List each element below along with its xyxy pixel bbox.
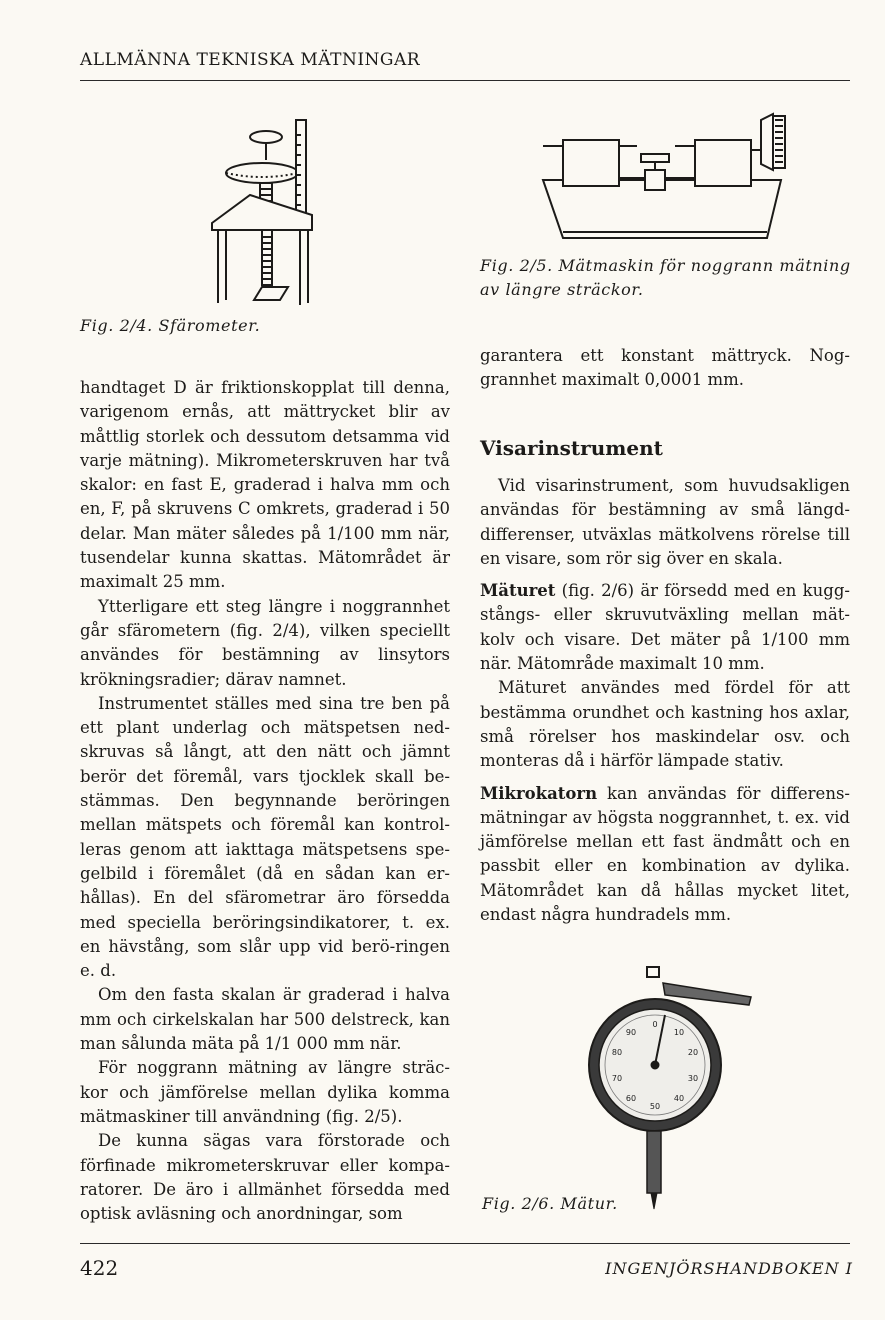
term: Mäturet	[480, 581, 556, 601]
section-heading: Visarinstrument	[480, 436, 663, 460]
paragraph: Instrumentet ställes med sina tre ben på ett plant underlag och mätspetsen ned-skruvas så långt, att den nätt och jämnt berör det föremål, vars tjocklek skall be-stämmas. Den begynnande beröringen mellan mätspets och föremål kan kontrol-leras genom att iakttaga mätspetsens spe-gelbild i föremålet (då en sådan kan er-hållas). En del sfärometrar äro försedda med speciella beröringsindikatorer, t. ex. en hävstång, som slår upp vid berö-ringen e. d.	[80, 693, 450, 981]
paragraph: Ytterligare ett steg längre i noggrannhet går sfärometern (fig. 2/4), vilken speciellt användes för bestämning av linsytors krökningsradier; därav namnet.	[80, 596, 450, 689]
book-title: INGENJÖRSHANDBOKEN I	[605, 1259, 853, 1278]
dial-label: 80	[611, 1048, 623, 1057]
footer-rule	[80, 1243, 850, 1244]
term: Mikrokatorn	[480, 783, 598, 803]
dial-label: 60	[625, 1094, 637, 1103]
dial-label: 70	[611, 1074, 623, 1083]
paragraph: De kunna sägas vara förstorade och förfinade mikrometerskruvar eller kompa-ratorer. De äro i allmänhet försedda med optisk avläsning och anordningar, som	[80, 1131, 450, 1224]
paragraph: handtaget D är friktionskopplat till denna, varigenom ernås, att mättrycket blir av måttlig storlek och dessutom detsamma vid varje mätning). Mikrometerskruven har två skalor: en fast E, graderad i halva mm och en, F, på skruvens C omkrets, graderad i 50 delar. Man mäter således på 1/100 mm när, tusendelar kunna skattas. Mätområdet är maximalt 25 mm.	[80, 378, 450, 592]
figure-caption: Fig. 2/4. Sfärometer.	[80, 316, 261, 335]
dial-label: 40	[673, 1094, 685, 1103]
dial-label: 90	[625, 1028, 637, 1037]
paragraph	[480, 579, 850, 676]
measuring-machine-illustration	[535, 110, 795, 245]
dial-label: 0	[652, 1020, 658, 1029]
dial-label: 20	[687, 1048, 699, 1057]
paragraph-text: kan användas för differens-mätningar av högsta noggrannhet, t. ex. vid jämförelse mellan ett fast ändmått och en passbit eller en kombination av dylika. Mätområdet kan då hållas mycket litet, endast några hundradels mm.	[480, 783, 850, 925]
paragraph: För noggrann mätning av längre sträc-kor och jämförelse mellan dylika komma mätmaskiner till användning (fig. 2/5).	[80, 1058, 450, 1126]
dial-label: 50	[649, 1102, 661, 1111]
spherometer-illustration	[200, 115, 330, 310]
figure-caption: Fig. 2/5. Mätmaskin för noggrann mätning av längre sträckor.	[480, 256, 851, 299]
text-column-right-top	[480, 344, 850, 393]
paragraph: Om den fasta skalan är graderad i halva mm och cirkelskalan har 500 delstreck, kan man sålunda mäta på 1/1 000 mm när.	[80, 985, 450, 1054]
paragraph	[480, 782, 850, 928]
dial-indicator-illustration	[585, 965, 760, 1215]
dial-label: 30	[687, 1074, 699, 1083]
running-head: ALLMÄNNA TEKNISKA MÄTNINGAR	[80, 50, 421, 70]
page-number: 422	[80, 1256, 119, 1280]
header-rule	[80, 80, 850, 81]
dial-label: 10	[673, 1028, 685, 1037]
figure-caption: Fig. 2/6. Mätur.	[482, 1194, 618, 1213]
paragraph-text: (fig. 2/6) är försedd med en kugg-stångs- eller skruvutväxling mellan mät-kolv och visare. Det mäter på 1/100 mm när. Mätområde maximalt 10 mm.	[480, 581, 850, 674]
text-column-right	[480, 474, 850, 927]
paragraph: Vid visarinstrument, som huvudsakligen användas för bestämning av små längd-differenser, utväxlas mätkolvens rörelse till en visare, som rör sig över en skala.	[480, 476, 850, 568]
paragraph: Mäturet användes med fördel för att bestämma orundhet och kastning hos axlar, små rörelser hos maskindelar osv. och monteras då i härför lämpade stativ.	[480, 678, 850, 771]
text-column-left	[80, 376, 450, 1226]
paragraph: garantera ett konstant mättryck. Nog-grannhet maximalt 0,0001 mm.	[480, 346, 850, 390]
